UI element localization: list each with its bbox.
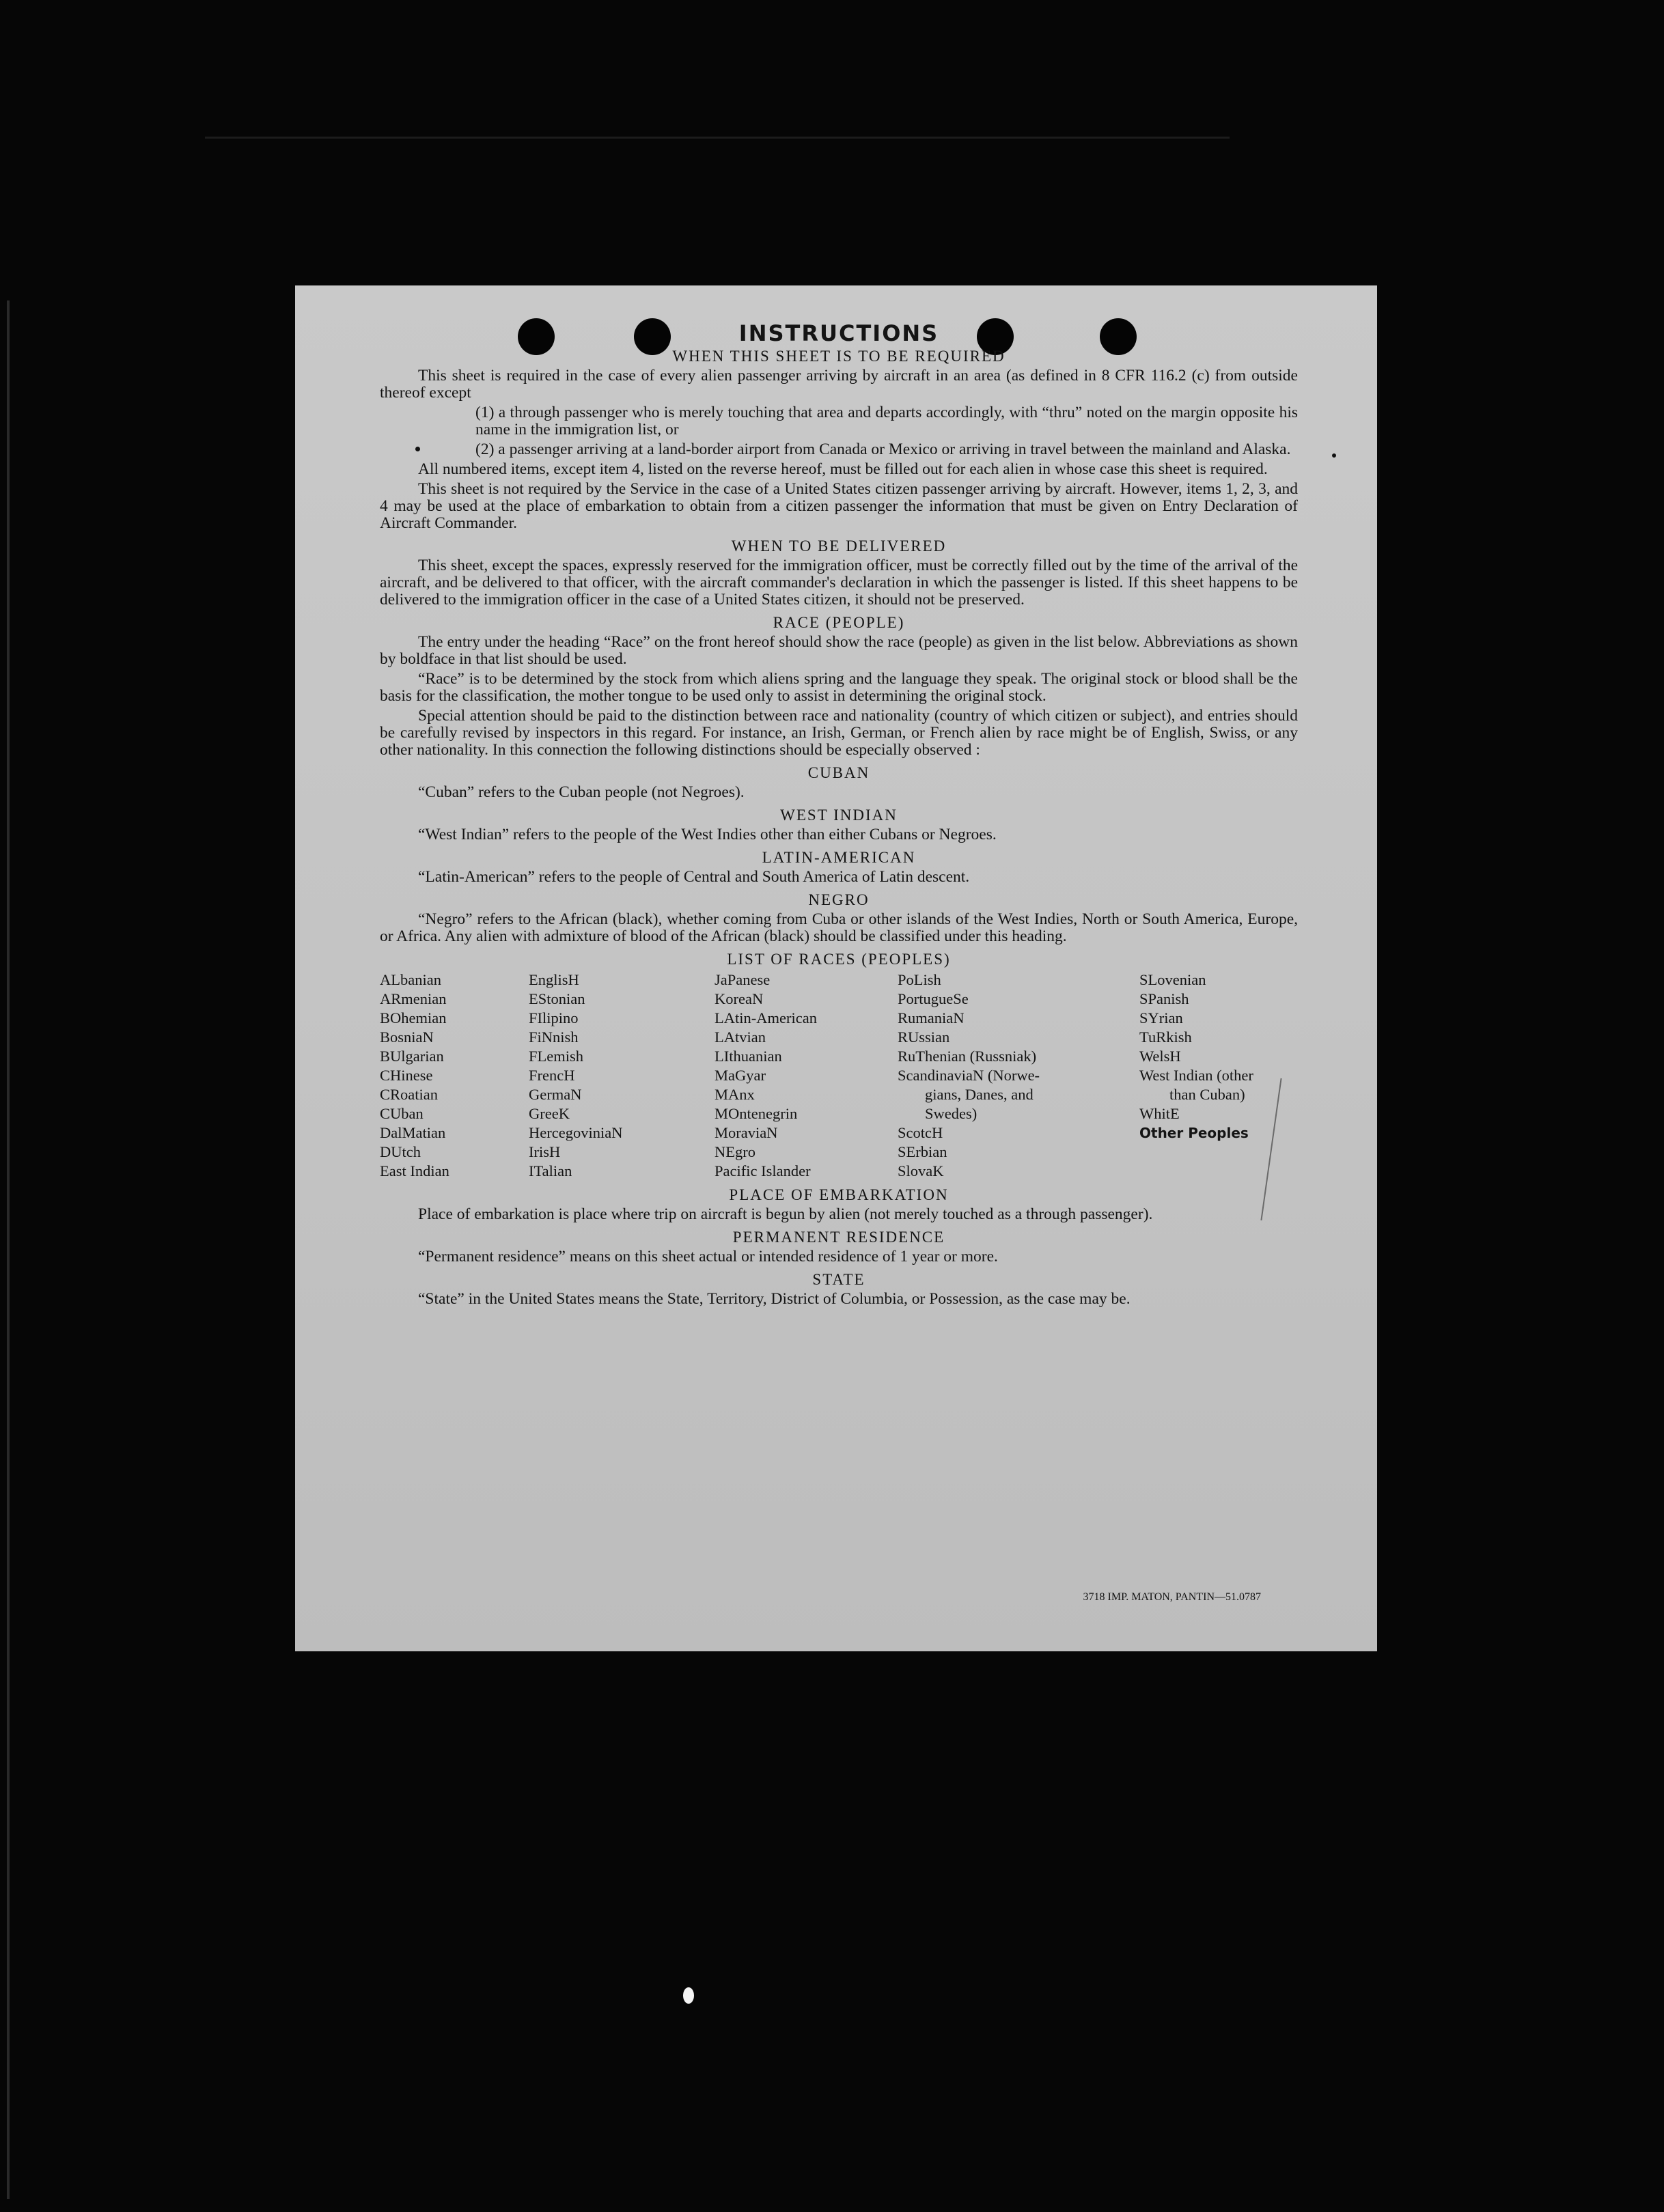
- race-entry: EStonian: [529, 990, 585, 1007]
- race-entry: SYrian: [1139, 1009, 1183, 1026]
- race-entry: gians, Danes, and: [925, 1086, 1034, 1103]
- race-entry: East Indian: [380, 1162, 449, 1179]
- sheet-content: [380, 320, 1298, 1311]
- paragraph: This sheet is required in the case of every alien passenger arriving by aircraft in an area (as defined in 8 CFR 116.2 (c) from outside thereof except: [380, 367, 1298, 402]
- paragraph: All numbered items, except item 4, listed on the reverse hereof, must be filled out for each alien in whose case this sheet is required.: [418, 460, 1268, 478]
- race-entry: BOhemian: [380, 1009, 447, 1026]
- race-entry: SlovaK: [898, 1162, 944, 1179]
- section-heading-west-indian: WEST INDIAN: [780, 807, 898, 824]
- race-entry: DUtch: [380, 1143, 421, 1160]
- paragraph: “Permanent residence” means on this sheet actual or intended residence of 1 year or more.: [418, 1248, 998, 1265]
- film-top-edge: [205, 137, 1230, 139]
- race-entry: LAtin-American: [715, 1009, 817, 1026]
- race-entry: TuRkish: [1139, 1028, 1192, 1046]
- races-column-1: [380, 970, 529, 1181]
- paragraph: Special attention should be paid to the distinction between race and nationality (country of which citizen or subject), and entries should be carefully revised by inspectors in this regard. For instance, an Irish, German, or French alien by race might be of English, Swiss, or any other nationality. In this connection the following distinctions should be especially observed :: [380, 707, 1298, 759]
- section-heading-when-required: WHEN THIS SHEET IS TO BE REQUIRED: [672, 348, 1006, 365]
- paragraph: This sheet, except the spaces, expressly reserved for the immigration officer, must be correctly filled out by the time of the arrival of the aircraft, and be delivered to that officer, with the aircraft commander's declaration in which the passenger is listed. If this sheet happens to be delivered to the immigration officer in the case of a United States citizen, it should not be preserved.: [380, 557, 1298, 608]
- race-entry: Swedes): [925, 1105, 977, 1122]
- section-heading-list-of-races: LIST OF RACES (PEOPLES): [727, 951, 951, 968]
- race-entry: SErbian: [898, 1143, 947, 1160]
- race-entry: MAnx: [715, 1086, 755, 1103]
- race-entry: FLemish: [529, 1048, 584, 1065]
- race-entry: ScotcH: [898, 1124, 943, 1141]
- race-entry: BUlgarian: [380, 1048, 444, 1065]
- paragraph: “Negro” refers to the African (black), whether coming from Cuba or other islands of the West Indies, North or South America, Europe, or Africa. Any alien with admixture of blood of the African (black) should be classified under this heading.: [380, 910, 1298, 945]
- race-entry: ITalian: [529, 1162, 572, 1179]
- race-entry: BosniaN: [380, 1028, 434, 1046]
- paragraph: Place of embarkation is place where trip on aircraft is begun by alien (not merely touched as a through passenger).: [418, 1205, 1153, 1223]
- race-entry: MoraviaN: [715, 1124, 778, 1141]
- section-heading-when-delivered: WHEN TO BE DELIVERED: [731, 537, 947, 555]
- page-title: INSTRUCTIONS: [738, 320, 939, 346]
- film-artifact: [683, 1987, 694, 2004]
- race-entry: FiNnish: [529, 1028, 579, 1046]
- race-entry: RumaniaN: [898, 1009, 965, 1026]
- list-item: (1) a through passenger who is merely touching that area and departs accordingly, with “thru” noted on the margin opposite his name in the immigration list, or: [475, 404, 1298, 438]
- race-entry: LAtvian: [715, 1028, 766, 1046]
- race-entry: DalMatian: [380, 1124, 446, 1141]
- section-heading-cuban: CUBAN: [807, 764, 870, 781]
- race-entry: ScandinaviaN (Norwe-: [898, 1067, 1040, 1084]
- race-entry: CUban: [380, 1105, 424, 1122]
- race-entry: PoLish: [898, 971, 941, 988]
- race-entry: ALbanian: [380, 971, 441, 988]
- list-item: (2) a passenger arriving at a land-border airport from Canada or Mexico or arriving in travel between the mainland and Alaska.: [475, 440, 1291, 458]
- speck: [1332, 453, 1336, 458]
- paragraph: “Cuban” refers to the Cuban people (not Negroes).: [418, 783, 745, 801]
- section-heading-embarkation: PLACE OF EMBARKATION: [729, 1186, 949, 1203]
- race-entry: ARmenian: [380, 990, 447, 1007]
- race-entry: NEgro: [715, 1143, 755, 1160]
- races-column-5: [1139, 970, 1298, 1181]
- paragraph: “Race” is to be determined by the stock from which aliens spring and the language they speak. The original stock or blood shall be the basis for the classification, the mother tongue to be used only to assist in determining the original stock.: [380, 670, 1298, 705]
- race-entry: GreeK: [529, 1105, 570, 1122]
- paragraph: The entry under the heading “Race” on the front hereof should show the race (people) as given in the list below. Abbreviations as shown by boldface in that list should be used.: [380, 633, 1298, 668]
- race-entry: CRoatian: [380, 1086, 438, 1103]
- races-column-4: [898, 970, 1139, 1181]
- film-edge: [7, 300, 10, 2199]
- race-entry: LIthuanian: [715, 1048, 782, 1065]
- race-entry: RuThenian (Russniak): [898, 1048, 1037, 1065]
- paragraph: “Latin-American” refers to the people of Central and South America of Latin descent.: [418, 868, 970, 886]
- race-entry: JaPanese: [715, 971, 771, 988]
- race-entry: WelsH: [1139, 1048, 1181, 1065]
- race-entry: FIlipino: [529, 1009, 579, 1026]
- races-column-3: [715, 970, 898, 1181]
- race-entry: West Indian (other: [1139, 1067, 1253, 1084]
- section-heading-latin-american: LATIN-AMERICAN: [762, 849, 916, 866]
- instruction-sheet: [295, 285, 1377, 1651]
- races-list: [380, 970, 1298, 1181]
- race-entry: than Cuban): [1169, 1086, 1245, 1103]
- race-entry: PortugueSe: [898, 990, 969, 1007]
- printer-footer: 3718 IMP. MATON, PANTIN—51.0787: [1083, 1591, 1261, 1603]
- race-entry: WhitE: [1139, 1105, 1180, 1122]
- race-entry: SLovenian: [1139, 971, 1206, 988]
- race-entry: Other Peoples: [1139, 1125, 1249, 1141]
- race-entry: MaGyar: [715, 1067, 766, 1084]
- section-heading-state: STATE: [812, 1271, 865, 1288]
- race-entry: RUssian: [898, 1028, 950, 1046]
- section-heading-race: RACE (PEOPLE): [773, 614, 905, 631]
- paragraph: “State” in the United States means the State, Territory, District of Columbia, or Possession, as the case may be.: [418, 1290, 1131, 1308]
- section-heading-negro: NEGRO: [808, 891, 870, 908]
- paragraph: “West Indian” refers to the people of the West Indies other than either Cubans or Negroes.: [418, 826, 997, 843]
- race-entry: EnglisH: [529, 971, 579, 988]
- race-entry: MOntenegrin: [715, 1105, 798, 1122]
- race-entry: GermaN: [529, 1086, 582, 1103]
- race-entry: HercegoviniaN: [529, 1124, 623, 1141]
- race-entry: FrencH: [529, 1067, 575, 1084]
- race-entry: KoreaN: [715, 990, 764, 1007]
- race-entry: Pacific Islander: [715, 1162, 811, 1179]
- race-entry: SPanish: [1139, 990, 1189, 1007]
- section-heading-residence: PERMANENT RESIDENCE: [732, 1229, 945, 1246]
- paragraph: This sheet is not required by the Service in the case of a United States citizen passenger arriving by aircraft. However, items 1, 2, 3, and 4 may be used at the place of embarkation to obtain from a citizen passenger the information that must be given on Entry Declaration of Aircraft Commander.: [380, 480, 1298, 532]
- races-column-2: [529, 970, 715, 1181]
- race-entry: CHinese: [380, 1067, 433, 1084]
- race-entry: IrisH: [529, 1143, 561, 1160]
